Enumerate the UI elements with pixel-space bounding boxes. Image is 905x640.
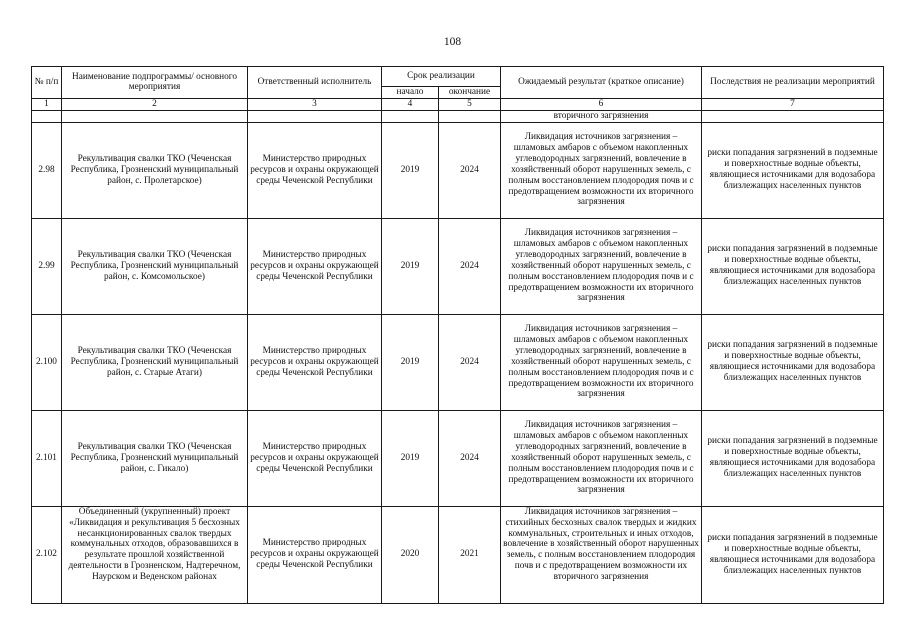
header-row <box>32 67 884 87</box>
measure-name: Объединенный (укрупненный) проект «Ликвидация и рекультивация 5 бесхозных несанкционированных свалок твердых коммунальных отходов, образовавшихся в результате прошлой хозяйственной деятельности в Грозненском, Надтеречном, Наурском и Веденском районах <box>62 506 248 603</box>
column-number: 5 <box>439 98 501 110</box>
header-end: окончание <box>439 87 501 99</box>
row-number: 2.101 <box>32 410 62 506</box>
empty-cell <box>248 110 382 122</box>
header-num: № п/п <box>32 67 62 99</box>
row-number: 2.100 <box>32 314 62 410</box>
header-consequences: Последствия не реализации мероприятий <box>702 67 884 99</box>
end-year: 2024 <box>439 410 501 506</box>
column-number: 4 <box>382 98 439 110</box>
column-number: 6 <box>501 98 702 110</box>
responsible-executor: Министерство природных ресурсов и охраны окружающей среды Чеченской Республики <box>248 122 382 218</box>
expected-result: Ликвидация источников загрязнения – шламовых амбаров с объемом накопленных углеводородных загрязнений, вовлечение в хозяйственный оборот нарушенных земель, с полным восстановлением плодородия почв и с предотвращением возможности их вторичного загрязнения <box>501 314 702 410</box>
measure-name: Рекультивация свалки ТКО (Чеченская Республика, Грозненский муниципальный район, с. Старые Атаги) <box>62 314 248 410</box>
responsible-executor: Министерство природных ресурсов и охраны окружающей среды Чеченской Республики <box>248 314 382 410</box>
empty-cell <box>702 110 884 122</box>
start-year: 2019 <box>382 122 439 218</box>
continuation-row <box>32 110 884 122</box>
table-row <box>32 122 884 218</box>
end-year: 2021 <box>439 506 501 603</box>
column-number: 1 <box>32 98 62 110</box>
page-number: 108 <box>443 36 462 48</box>
continuation-text: вторичного загрязнения <box>501 110 702 122</box>
empty-cell <box>32 110 62 122</box>
table-row <box>32 506 884 603</box>
responsible-executor: Министерство природных ресурсов и охраны окружающей среды Чеченской Республики <box>248 218 382 314</box>
row-number: 2.102 <box>32 506 62 603</box>
end-year: 2024 <box>439 218 501 314</box>
column-number: 7 <box>702 98 884 110</box>
end-year: 2024 <box>439 122 501 218</box>
end-year: 2024 <box>439 314 501 410</box>
table-row <box>32 218 884 314</box>
start-year: 2019 <box>382 410 439 506</box>
responsible-executor: Министерство природных ресурсов и охраны окружающей среды Чеченской Республики <box>248 410 382 506</box>
measure-name: Рекультивация свалки ТКО (Чеченская Республика, Грозненский муниципальный район, с. Гикало) <box>62 410 248 506</box>
column-number: 3 <box>248 98 382 110</box>
empty-cell <box>62 110 248 122</box>
header-result: Ожидаемый результат (краткое описание) <box>501 67 702 99</box>
start-year: 2020 <box>382 506 439 603</box>
non-implementation-consequences: риски попадания загрязнений в подземные и поверхностные водные объекты, являющиеся источниками для водозабора близлежащих населенных пунктов <box>702 506 884 603</box>
column-numbers-row <box>32 98 884 110</box>
header-start: начало <box>382 87 439 99</box>
measure-name: Рекультивация свалки ТКО (Чеченская Республика, Грозненский муниципальный район, с. Комсомольское) <box>62 218 248 314</box>
header-period: Срок реализации <box>382 67 501 87</box>
table-row <box>32 410 884 506</box>
column-number: 2 <box>62 98 248 110</box>
header-executor: Ответственный исполнитель <box>248 67 382 99</box>
row-number: 2.98 <box>32 122 62 218</box>
start-year: 2019 <box>382 218 439 314</box>
non-implementation-consequences: риски попадания загрязнений в подземные и поверхностные водные объекты, являющиеся источниками для водозабора близлежащих населенных пунктов <box>702 314 884 410</box>
header-name: Наименование подпрограммы/ основного мероприятия <box>62 67 248 99</box>
table-row <box>32 314 884 410</box>
non-implementation-consequences: риски попадания загрязнений в подземные и поверхностные водные объекты, являющиеся источниками для водозабора близлежащих населенных пунктов <box>702 410 884 506</box>
measure-name: Рекультивация свалки ТКО (Чеченская Республика, Грозненский муниципальный район, с. Пролетарское) <box>62 122 248 218</box>
expected-result: Ликвидация источников загрязнения – шламовых амбаров с объемом накопленных углеводородных загрязнений, вовлечение в хозяйственный оборот нарушенных земель, с полным восстановлением плодородия почв и с предотвращением возможности их вторичного загрязнения <box>501 122 702 218</box>
non-implementation-consequences: риски попадания загрязнений в подземные и поверхностные водные объекты, являющиеся источниками для водозабора близлежащих населенных пунктов <box>702 122 884 218</box>
program-table <box>31 66 884 604</box>
empty-cell <box>382 110 439 122</box>
expected-result: Ликвидация источников загрязнения – шламовых амбаров с объемом накопленных углеводородных загрязнений, вовлечение в хозяйственный оборот нарушенных земель, с полным восстановлением плодородия почв и с предотвращением возможности их вторичного загрязнения <box>501 218 702 314</box>
empty-cell <box>439 110 501 122</box>
non-implementation-consequences: риски попадания загрязнений в подземные и поверхностные водные объекты, являющиеся источниками для водозабора близлежащих населенных пунктов <box>702 218 884 314</box>
expected-result: Ликвидация источников загрязнения – шламовых амбаров с объемом накопленных углеводородных загрязнений, вовлечение в хозяйственный оборот нарушенных земель, с полным восстановлением плодородия почв и с предотвращением возможности их вторичного загрязнения <box>501 410 702 506</box>
row-number: 2.99 <box>32 218 62 314</box>
start-year: 2019 <box>382 314 439 410</box>
expected-result: Ликвидация источников загрязнения – стихийных бесхозных свалок твердых и жидких коммунальных, строительных и иных отходов, вовлечение в хозяйственный оборот нарушенных земель, с полным восстановлением плодородия почв и с предотвращением возможности их вторичного загрязнения <box>501 506 702 603</box>
responsible-executor: Министерство природных ресурсов и охраны окружающей среды Чеченской Республики <box>248 506 382 603</box>
